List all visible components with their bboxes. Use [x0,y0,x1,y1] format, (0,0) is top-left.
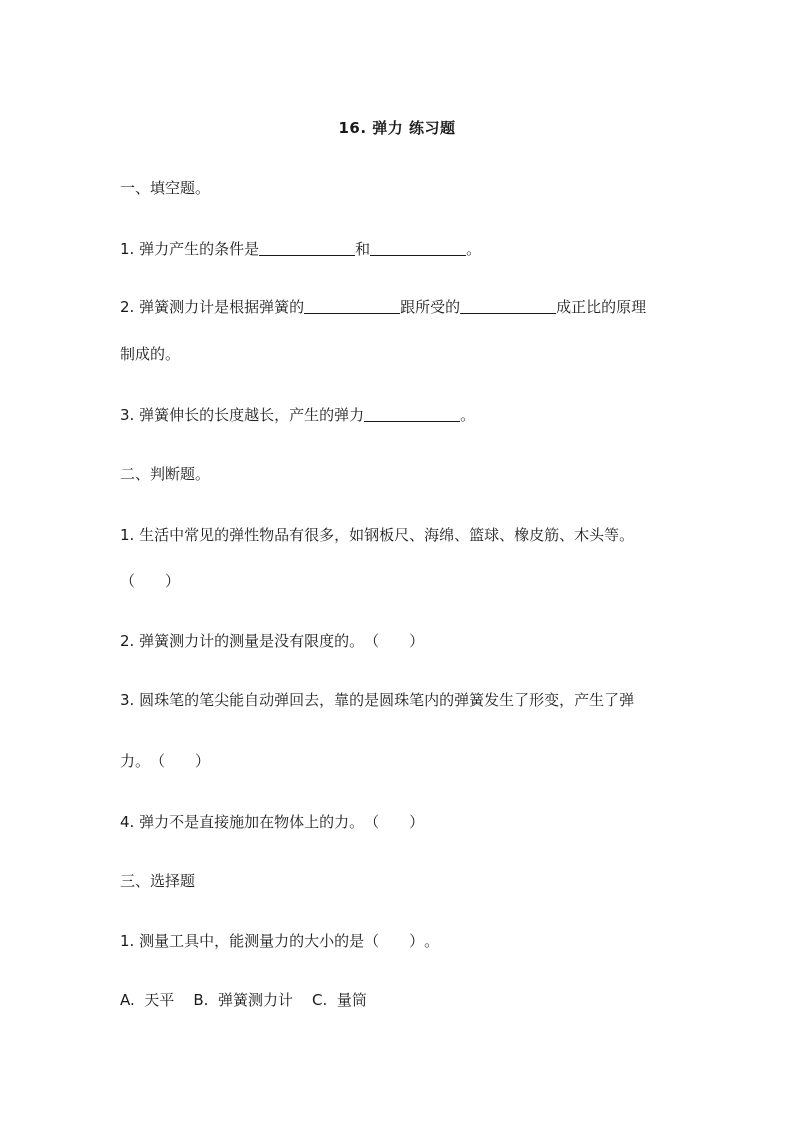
fill-question-3 [120,405,475,425]
judge-question-2 [120,631,424,651]
section-heading-fill: 一、填空题。 [120,179,211,197]
section-heading-judge: 二、判断题。 [120,465,211,483]
fill-q2-blank-1 [304,297,400,314]
section-heading-choice: 三、选择题 [120,872,196,890]
judge-q3-text-b: 力。 [120,752,151,770]
judge-q1-answer-paren [120,571,180,591]
choice-q1-options: A. 天平 B. 弹簧测力计 C. 量筒 [120,991,367,1009]
page-title: 16. 弹力 练习题 [338,119,456,137]
fill-q2-continuation: 制成的。 [120,345,181,363]
fill-q2-text-c: 成正比的原理 [556,298,647,316]
fill-q1-text-b: 和 [355,240,371,258]
fill-question-1 [120,239,481,259]
judge-q2-paren: （ ） [364,632,425,650]
choice-q1-text: 1. 测量工具中，能测量力的大小的是 [120,932,365,950]
judge-q4-text: 4. 弹力不是直接施加在物体上的力。 [120,813,365,831]
fill-q1-blank-1 [259,239,355,256]
judge-q4-paren: （ ） [364,813,425,831]
fill-q1-text-a: 1. 弹力产生的条件是 [120,240,260,258]
judge-question-1: 1. 生活中常见的弹性物品有很多，如钢板尺、海绵、篮球、橡皮筋、木头等。 [120,526,635,544]
fill-q2-text-a: 2. 弹簧测力计是根据弹簧的 [120,298,305,316]
fill-q1-text-c: 。 [466,240,482,258]
choice-question-1 [120,931,439,951]
choice-q1-paren: （ ） [364,932,425,950]
choice-q1-end: 。 [424,932,440,950]
fill-question-2 [120,297,646,317]
judge-question-4 [120,812,424,832]
fill-q1-blank-2 [370,239,466,256]
judge-q3-continuation [120,751,210,771]
judge-question-3: 3. 圆珠笔的笔尖能自动弹回去，靠的是圆珠笔内的弹簧发生了形变，产生了弹 [120,691,635,709]
judge-q3-paren: （ ） [150,752,211,770]
fill-q3-blank-1 [364,405,460,422]
fill-q2-text-b: 跟所受的 [400,298,461,316]
fill-q3-text-b: 。 [460,406,476,424]
judge-q2-text: 2. 弹簧测力计的测量是没有限度的。 [120,632,365,650]
judge-q1-paren: （ ） [120,572,181,590]
fill-q2-blank-2 [460,297,556,314]
fill-q3-text-a: 3. 弹簧伸长的长度越长，产生的弹力 [120,406,365,424]
